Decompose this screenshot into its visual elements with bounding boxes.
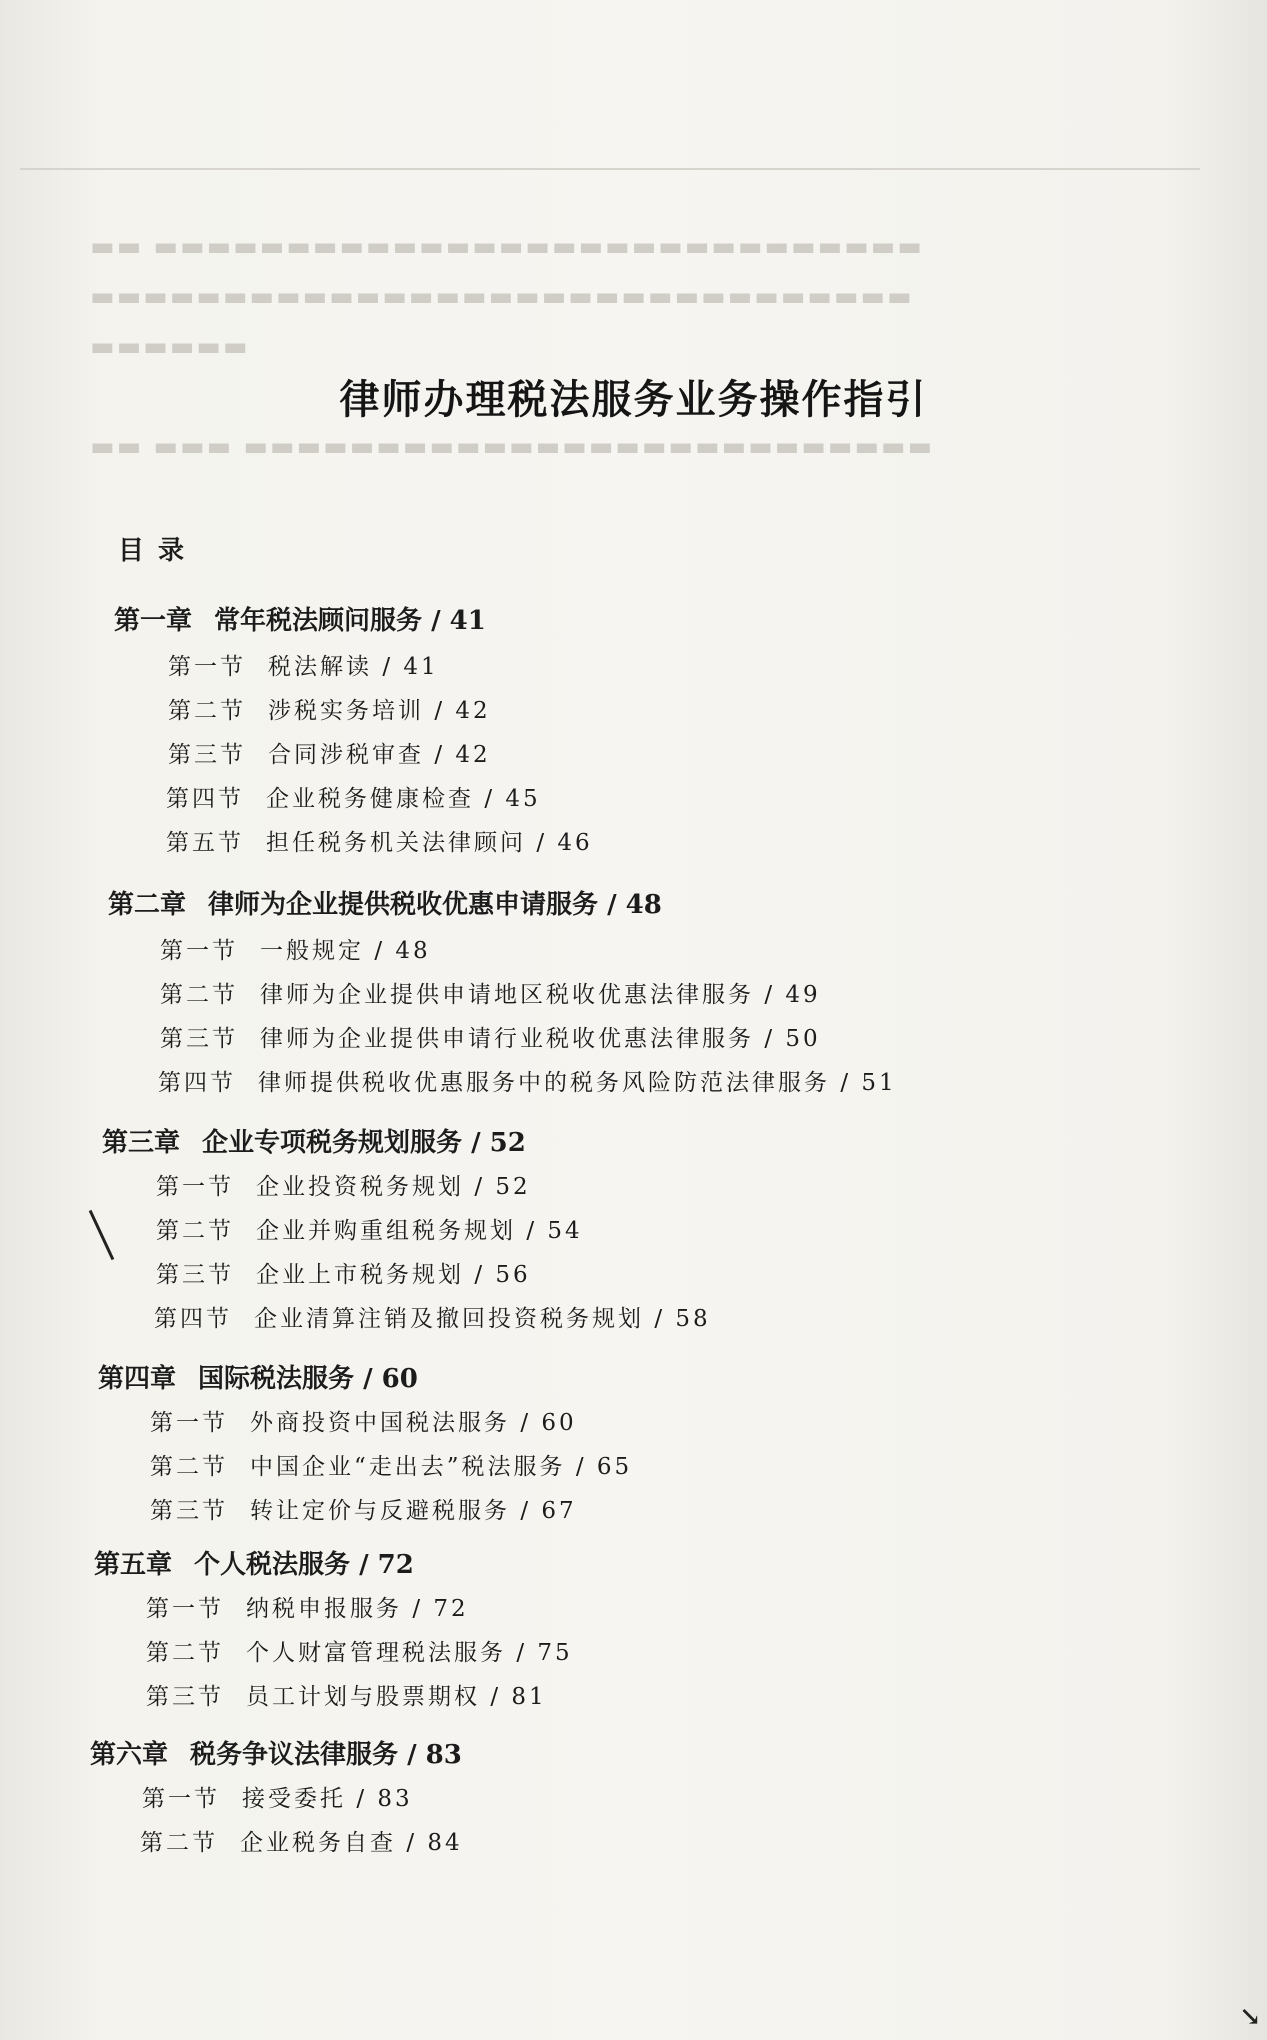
section-number: 第二节 [168,698,246,724]
chapter-number: 第四章 [98,1364,177,1394]
toc-section[interactable]: 第二节 律师为企业提供申请地区税收优惠法律服务 / 49 [160,982,821,1008]
section-title: 担任税务机关法律顾问 [266,830,526,856]
section-title: 律师提供税收优惠服务中的税务风险防范法律服务 [258,1070,830,1096]
section-number: 第一节 [156,1174,234,1200]
toc-section[interactable]: 第一节 纳税申报服务 / 72 [146,1596,469,1622]
chapter-page: 48 [625,890,662,920]
section-page: 83 [377,1786,413,1812]
section-page: 75 [537,1640,573,1666]
section-number: 第四节 [166,786,244,812]
bleed-through-text: ▬▬ ▬▬▬ ▬▬▬▬▬▬▬▬▬▬▬▬▬▬▬▬▬▬▬▬▬▬▬▬▬▬ [90,432,935,462]
bleed-through-text: ▬▬ ▬▬▬▬▬▬▬▬▬▬▬▬▬▬▬▬▬▬▬▬▬▬▬▬▬▬▬▬▬ [90,232,924,262]
section-title: 税法解读 [268,654,372,680]
chapter-title: 税务争议法律服务 [190,1740,399,1770]
section-title: 纳税申报服务 [246,1596,402,1622]
toc-chapter[interactable]: 第二章 律师为企业提供税收优惠申请服务 / 48 [108,890,662,920]
section-title: 接受委托 [242,1786,346,1812]
section-page: 60 [541,1410,577,1436]
section-number: 第一节 [150,1410,228,1436]
toc-chapter[interactable]: 第六章 税务争议法律服务 / 83 [90,1740,462,1770]
section-title: 律师为企业提供申请行业税收优惠法律服务 [260,1026,754,1052]
section-page: 81 [511,1684,547,1710]
chapter-title: 常年税法顾问服务 [214,606,423,636]
section-number: 第一节 [142,1786,220,1812]
toc-section[interactable]: 第二节 中国企业“走出去”税法服务 / 65 [150,1454,633,1480]
toc-section[interactable]: 第一节 外商投资中国税法服务 / 60 [150,1410,577,1436]
section-number: 第二节 [146,1640,224,1666]
corner-arrow-icon: ↘ [1239,2002,1261,2032]
section-page: 48 [395,938,431,964]
chapter-page: 83 [425,1740,462,1770]
toc-section[interactable]: 第三节 转让定价与反避税服务 / 67 [150,1498,577,1524]
chapter-page: 41 [449,606,486,636]
toc-section[interactable]: 第一节 税法解读 / 41 [168,654,439,680]
section-number: 第三节 [150,1498,228,1524]
section-number: 第二节 [140,1830,218,1856]
section-page: 56 [495,1262,531,1288]
toc-section[interactable]: 第三节 合同涉税审查 / 42 [168,742,491,768]
toc-chapter[interactable]: 第五章 个人税法服务 / 72 [94,1550,414,1580]
toc-chapter[interactable]: 第三章 企业专项税务规划服务 / 52 [102,1128,526,1158]
section-title: 涉税实务培训 [268,698,424,724]
section-page: 52 [495,1174,531,1200]
section-page: 41 [403,654,439,680]
bleed-through-text: ▬▬▬▬▬▬ [90,332,250,362]
toc-section[interactable]: 第一节 一般规定 / 48 [160,938,431,964]
section-title: 一般规定 [260,938,364,964]
toc-section[interactable]: 第五节 担任税务机关法律顾问 / 46 [166,830,593,856]
section-number: 第三节 [146,1684,224,1710]
section-title: 合同涉税审查 [268,742,424,768]
section-page: 42 [455,698,491,724]
section-number: 第二节 [160,982,238,1008]
section-page: 50 [785,1026,821,1052]
section-page: 51 [861,1070,897,1096]
chapter-number: 第二章 [108,890,187,920]
section-title: 企业投资税务规划 [256,1174,464,1200]
section-title: 员工计划与股票期权 [246,1684,480,1710]
chapter-number: 第六章 [90,1740,169,1770]
section-title: 企业税务自查 [240,1830,396,1856]
section-page: 46 [557,830,593,856]
chapter-title: 国际税法服务 [198,1364,355,1394]
chapter-number: 第五章 [94,1550,173,1580]
section-title: 企业并购重组税务规划 [256,1218,516,1244]
toc-chapter[interactable]: 第四章 国际税法服务 / 60 [98,1364,418,1394]
chapter-number: 第一章 [114,606,193,636]
toc-section[interactable]: 第二节 企业税务自查 / 84 [140,1830,463,1856]
section-title: 外商投资中国税法服务 [250,1410,510,1436]
section-page: 72 [433,1596,469,1622]
section-number: 第三节 [160,1026,238,1052]
section-number: 第四节 [154,1306,232,1332]
toc-section[interactable]: 第二节 涉税实务培训 / 42 [168,698,491,724]
section-page: 54 [547,1218,583,1244]
toc-section[interactable]: 第二节 个人财富管理税法服务 / 75 [146,1640,573,1666]
section-number: 第二节 [150,1454,228,1480]
chapter-title: 律师为企业提供税收优惠申请服务 [208,890,599,920]
section-number: 第一节 [146,1596,224,1622]
section-title: 企业税务健康检查 [266,786,474,812]
chapter-page: 72 [377,1550,414,1580]
pen-mark [89,1210,115,1260]
section-page: 67 [541,1498,577,1524]
section-number: 第二节 [156,1218,234,1244]
toc-chapter[interactable]: 第一章 常年税法顾问服务 / 41 [114,606,486,636]
section-page: 58 [675,1306,711,1332]
section-number: 第四节 [158,1070,236,1096]
section-title: 转让定价与反避税服务 [250,1498,510,1524]
toc-section[interactable]: 第一节 企业投资税务规划 / 52 [156,1174,531,1200]
chapter-title: 个人税法服务 [194,1550,351,1580]
section-page: 45 [505,786,541,812]
toc-section[interactable]: 第三节 员工计划与股票期权 / 81 [146,1684,547,1710]
toc-section[interactable]: 第一节 接受委托 / 83 [142,1786,413,1812]
section-title: 企业清算注销及撤回投资税务规划 [254,1306,644,1332]
chapter-number: 第三章 [102,1128,181,1158]
toc-section[interactable]: 第二节 企业并购重组税务规划 / 54 [156,1218,583,1244]
bleed-through-header [20,118,1200,170]
section-title: 个人财富管理税法服务 [246,1640,506,1666]
page-title: 律师办理税法服务业务操作指引 [339,376,928,423]
toc-section[interactable]: 第四节 企业清算注销及撤回投资税务规划 / 58 [154,1306,711,1332]
section-number: 第一节 [168,654,246,680]
section-title: 律师为企业提供申请地区税收优惠法律服务 [260,982,754,1008]
section-number: 第三节 [168,742,246,768]
chapter-title: 企业专项税务规划服务 [202,1128,463,1158]
toc-section[interactable]: 第四节 企业税务健康检查 / 45 [166,786,541,812]
section-number: 第三节 [156,1262,234,1288]
section-page: 65 [596,1454,633,1480]
section-number: 第一节 [160,938,238,964]
section-title: 企业上市税务规划 [256,1262,464,1288]
chapter-page: 60 [381,1364,418,1394]
bleed-through-text: ▬▬▬▬▬▬▬▬▬▬▬▬▬▬▬▬▬▬▬▬▬▬▬▬▬▬▬▬▬▬▬ [90,282,914,312]
section-number: 第五节 [166,830,244,856]
section-page: 42 [455,742,491,768]
toc-section[interactable]: 第四节 律师提供税收优惠服务中的税务风险防范法律服务 / 51 [158,1070,897,1096]
chapter-page: 52 [489,1128,526,1158]
section-title: 中国企业“走出去”税法服务 [250,1454,566,1480]
toc-heading: 目录 [118,536,199,566]
section-page: 84 [427,1830,463,1856]
toc-section[interactable]: 第三节 企业上市税务规划 / 56 [156,1262,531,1288]
toc-section[interactable]: 第三节 律师为企业提供申请行业税收优惠法律服务 / 50 [160,1026,821,1052]
section-page: 49 [785,982,821,1008]
